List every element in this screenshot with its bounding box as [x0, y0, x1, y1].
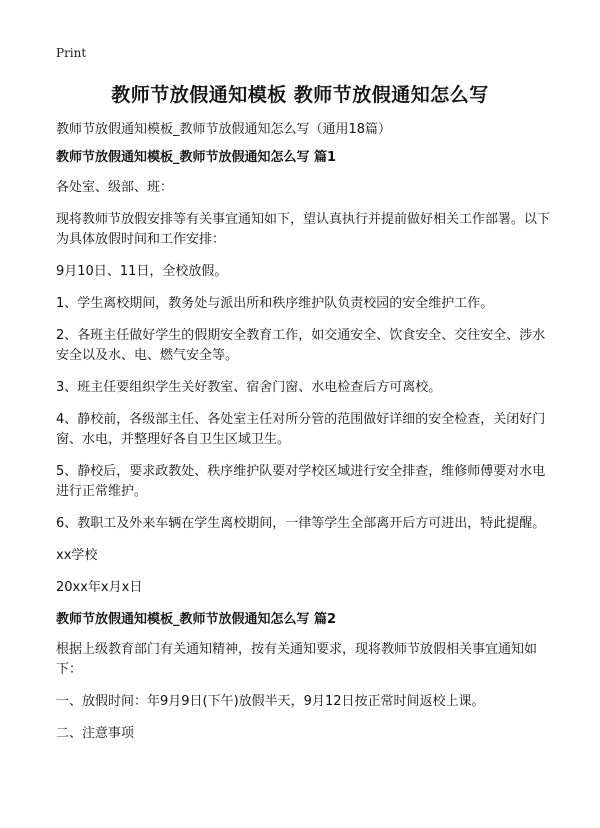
list-item: 1、学生离校期间，教务处与派出所和秩序维护队负责校园的安全维护工作。: [56, 296, 494, 311]
list-item: 2、各班主任做好学生的假期安全教育工作，如交通安全、饮食安全、交往安全、涉水安全以及水、电、燃气安全等。: [56, 328, 546, 363]
list-item: 4、静校前，各级部主任、各处室主任对所分管的范围做好详细的安全检查，关闭好门窗、水电，并整理好各自卫生区域卫生。: [56, 412, 546, 447]
signature: xx学校: [56, 548, 98, 563]
list-item: 一、放假时间：年9月9日(下午)放假半天，9月12日按正常时间返校上课。: [56, 694, 485, 709]
signed-date: 20xx年x月x日: [56, 580, 143, 595]
list-item: 二、注意事项: [56, 726, 135, 741]
list-item: 3、班主任要组织学生关好教室、宿舍门窗、水电检查后方可离校。: [56, 380, 442, 395]
list-item: 6、教职工及外来车辆在学生离校期间，一律等学生全部离开后方可进出，特此提醒。: [56, 516, 546, 531]
salutation: 各处室、级部、班：: [56, 180, 174, 195]
intro-paragraph: 现将教师节放假安排等有关事宜通知如下，望认真执行并提前做好相关工作部署。以下为具体放假时间和工作安排：: [56, 212, 551, 247]
section-heading-2: 教师节放假通知模板_教师节放假通知怎么写 篇2: [56, 612, 337, 627]
holiday-date-line: 9月10日、11日，全校放假。: [56, 264, 228, 279]
document-body: [56, 120, 556, 756]
intro-paragraph-2: 根据上级教育部门有关通知精神，按有关通知要求，现将教师节放假相关事宜通知如下：: [56, 642, 538, 677]
list-item: 5、静校后，要求政教处、秩序维护队要对学校区域进行安全排查，维修师傅要对水电进行正常维护。: [56, 464, 546, 499]
page-title: 教师节放假通知模板 教师节放假通知怎么写: [111, 84, 489, 106]
print-label[interactable]: Print: [56, 46, 87, 60]
section-heading-1: 教师节放假通知模板_教师节放假通知怎么写 篇1: [56, 150, 337, 165]
document-subtitle: 教师节放假通知模板_教师节放假通知怎么写（通用18篇）: [56, 122, 392, 137]
